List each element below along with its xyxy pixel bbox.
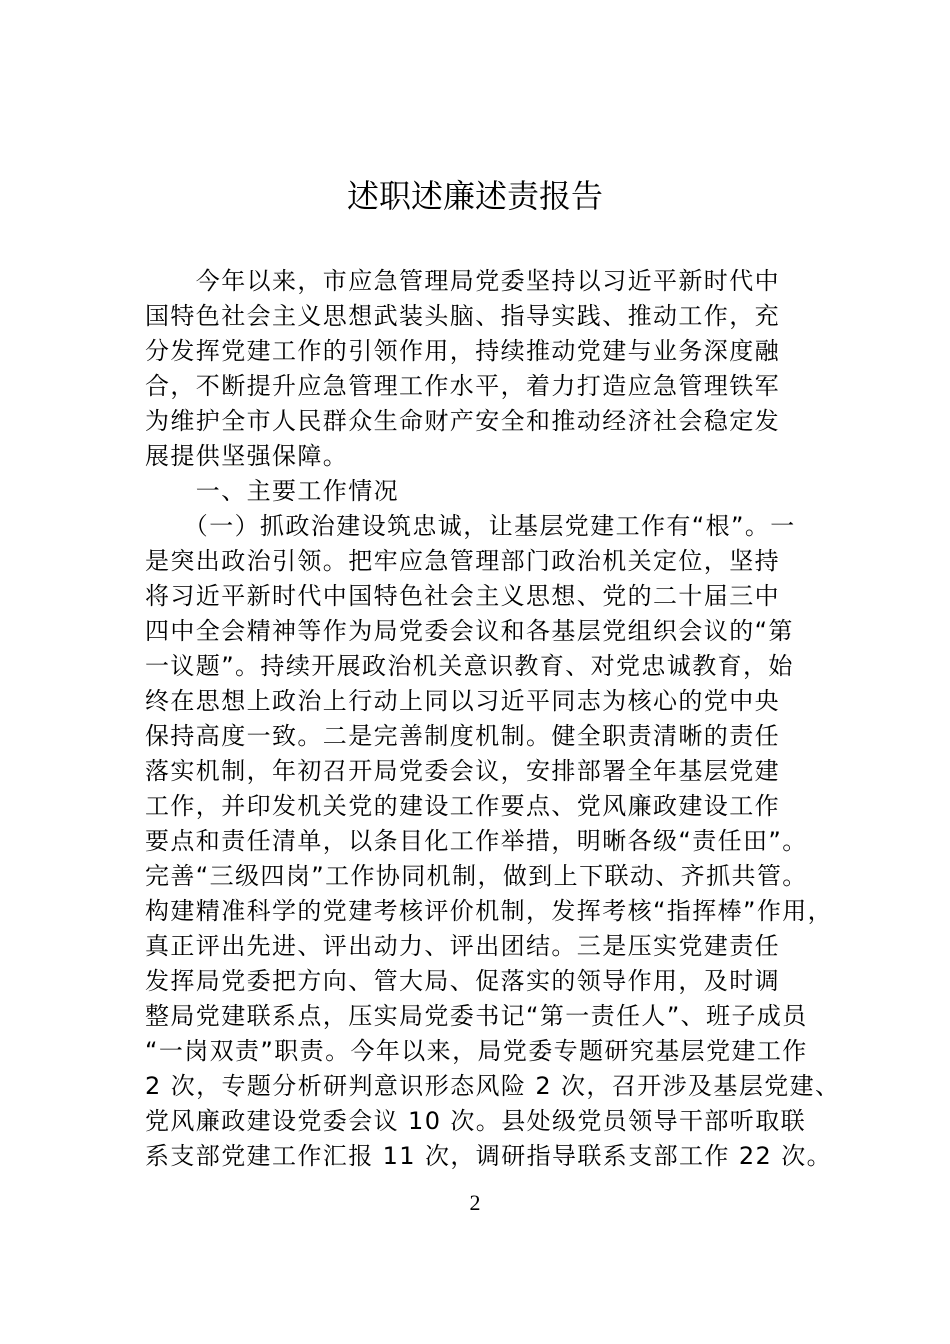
text-line: 是突出政治引领。把牢应急管理部门政治机关定位，坚持 [145,547,780,575]
document-title: 述职述廉述责报告 [346,177,603,215]
text-line: 发挥局党委把方向、管大局、促落实的领导作用，及时调 [145,967,780,995]
document-body [145,264,841,1174]
text-line: 整局党建联系点，压实局党委书记“第一责任人”、班子成员 [145,1002,808,1030]
text-line: 真正评出先进、评出动力、评出团结。三是压实党建责任 [145,932,780,960]
text-line: 为维护全市人民群众生命财产安全和推动经济社会稳定发 [145,407,780,435]
text-line: 将习近平新时代中国特色社会主义思想、党的二十届三中 [145,582,780,610]
text-line: 四中全会精神等作为局党委会议和各基层党组织会议的“第 [145,617,794,645]
text-line: 保持高度一致。二是完善制度机制。健全职责清晰的责任 [145,722,780,750]
text-line: 展提供坚强保障。 [145,442,349,470]
text-line: 工作，并印发机关党的建设工作要点、党风廉政建设工作 [145,792,780,820]
text-line: 完善“三级四岗”工作协同机制，做到上下联动、齐抓共管。 [145,862,808,890]
text-line: 合，不断提升应急管理工作水平，着力打造应急管理铁军 [145,372,780,400]
text-line: 要点和责任清单，以条目化工作举措，明晰各级“责任田”。 [145,827,808,855]
page-number: 2 [469,1190,481,1215]
text-line: 终在思想上政治上行动上同以习近平同志为核心的党中央 [145,687,780,715]
text-line: 构建精准科学的党建考核评价机制，发挥考核“指挥棒”作用， [145,897,834,925]
text-line: 系支部党建工作汇报 11 次，调研指导联系支部工作 22 次。 [145,1142,832,1170]
text-line: 一议题”。持续开展政治机关意识教育、对党忠诚教育，始 [145,652,794,680]
text-line: 党风廉政建设党委会议 10 次。县处级党员领导干部听取联 [145,1107,806,1135]
text-line: 落实机制，年初召开局党委会议，安排部署全年基层党建 [145,757,780,785]
text-line: “一岗双责”职责。今年以来，局党委专题研究基层党建工作 [145,1037,808,1065]
text-line: 2 次，专题分析研判意识形态风险 2 次，召开涉及基层党建、 [145,1072,841,1100]
text-line: 分发挥党建工作的引领作用，持续推动党建与业务深度融 [145,337,780,365]
text-line: 今年以来，市应急管理局党委坚持以习近平新时代中 [145,267,780,295]
subsection-heading: （一）抓政治建设筑忠诚，让基层党建工作有“根”。一 [145,512,796,540]
section-heading: 一、主要工作情况 [145,477,399,505]
text-line: 国特色社会主义思想武装头脑、指导实践、推动工作，充 [145,302,780,330]
